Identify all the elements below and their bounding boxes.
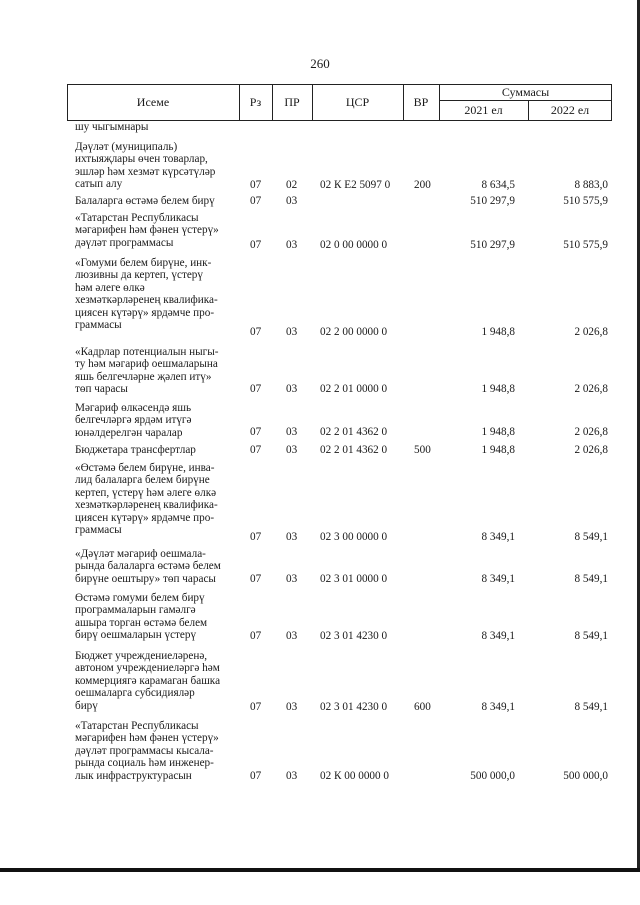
row-pr: 03 (286, 326, 298, 338)
header-pr: ПР (284, 95, 300, 109)
row-sum-2021: 8 349,1 (481, 573, 515, 585)
header-csr: ЦСР (345, 95, 370, 109)
row-csr: 02 К 00 0000 0 (320, 770, 389, 782)
header-year-2021: 2021 ел (464, 103, 503, 117)
row-sum-2021: 1 948,8 (481, 444, 515, 456)
row-name: «Татарстан Республикасы мәгарифен һәм фәнен үстерү» дәүләт программасы (75, 212, 219, 249)
row-sum-2021: 1 948,8 (481, 326, 515, 338)
row-rz: 07 (250, 531, 262, 543)
row-csr: 02 К Е2 5097 0 (320, 179, 391, 191)
row-rz: 07 (250, 630, 262, 642)
row-sum-2021: 510 297,9 (470, 239, 515, 251)
row-pr: 03 (286, 701, 298, 713)
row-rz: 07 (250, 383, 262, 395)
row-rz: 07 (250, 326, 262, 338)
row-sum-2022: 2 026,8 (574, 426, 608, 438)
row-vr: 600 (414, 701, 431, 713)
row-sum-2022: 510 575,9 (563, 239, 608, 251)
row-name: Бюджетара трансфертлар (75, 444, 196, 456)
row-name: Бюджет учреждениеләренә, автоном учреждениеләргә һәм коммерциягә карамаган башка оешмаларга субсидияләр бирү (75, 650, 221, 712)
row-rz: 07 (250, 573, 262, 585)
row-vr: 200 (414, 179, 431, 191)
row-pr: 03 (286, 426, 298, 438)
row-name: Дәүләт (муниципаль) ихтыяҗлары өчен товарлар, эшләр һәм хезмәт күрсәтүләр сатып алу (75, 141, 216, 191)
row-pr: 03 (286, 573, 298, 585)
row-sum-2021: 8 349,1 (481, 531, 515, 543)
row-pr: 03 (286, 531, 298, 543)
row-name: «Кадрлар потенциалын ныгы- ту һәм мәгариф оешмаларына яшь белгечләрне җәлеп итү» төп чарасы (75, 346, 219, 396)
row-sum-2021: 500 000,0 (470, 770, 515, 782)
row-pr: 03 (286, 770, 298, 782)
row-sum-2022: 500 000,0 (563, 770, 608, 782)
row-rz: 07 (250, 239, 262, 251)
row-sum-2021: 1 948,8 (481, 426, 515, 438)
row-sum-2022: 8 549,1 (574, 630, 608, 642)
row-rz: 07 (250, 179, 262, 191)
row-name: Өстәмә гомуми белем бирү программаларын гамәлгә ашыра торган өстәмә белем бирү оешмаларын үстерү (75, 592, 208, 642)
row-csr: 02 3 01 4230 0 (320, 701, 388, 713)
row-sum-2022: 8 883,0 (574, 179, 608, 191)
row-csr: 02 2 01 4362 0 (320, 426, 388, 438)
row-rz: 07 (250, 770, 262, 782)
row-pr: 03 (286, 195, 298, 207)
table-header (67, 84, 612, 121)
header-sums-rule (439, 100, 612, 101)
row-pr: 03 (286, 444, 298, 456)
row-rz: 07 (250, 444, 262, 456)
row-vr: 500 (414, 444, 431, 456)
row-name: «Татарстан Республикасы мәгарифен һәм фәнен үстерү» дәүләт программасы кысала- рында социаль һәм инженер- лык инфраструктурасын (75, 720, 219, 782)
row-name: «Өстәмә белем бирүне, инва- лид балаларга белем бирүне кертеп, үстерү һәм әлеге өлкә хезмәткәрләренең квалифика- циясен күтәрү» ярдәмче про- граммасы (75, 462, 218, 537)
row-pr: 03 (286, 383, 298, 395)
row-rz: 07 (250, 701, 262, 713)
row-csr: 02 2 01 4362 0 (320, 444, 388, 456)
row-csr: 02 3 01 4230 0 (320, 630, 388, 642)
row-csr: 02 2 01 0000 0 (320, 383, 388, 395)
row-name: «Гомуми белем бирүне, инк- люзивны да кертеп, үстерү һәм әлеге өлкә хезмәткәрләренең квалифика- циясен күтәрү» ярдәмче про- граммасы (75, 257, 218, 332)
row-sum-2021: 510 297,9 (470, 195, 515, 207)
row-sum-2022: 2 026,8 (574, 326, 608, 338)
row-name: Мәгариф өлкәсендә яшь белгечләргә ярдәм итүгә юнәлдерелгән чаралар (75, 402, 192, 439)
row-csr: 02 3 00 0000 0 (320, 531, 388, 543)
row-sum-2022: 8 549,1 (574, 531, 608, 543)
row-pr: 03 (286, 630, 298, 642)
header-rz: Рз (249, 95, 262, 109)
header-sums: Суммасы (501, 85, 550, 99)
row-csr: 02 0 00 0000 0 (320, 239, 388, 251)
row-sum-2022: 510 575,9 (563, 195, 608, 207)
row-name: «Дәүләт мәгариф оешмала- рында балаларга өстәмә белем бирүне оештыру» төп чарасы (75, 548, 221, 585)
row-sum-2021: 1 948,8 (481, 383, 515, 395)
row-name: Балаларга өстәмә белем бирү (75, 195, 215, 207)
row-pr: 02 (286, 179, 298, 191)
page-number: 260 (310, 56, 330, 71)
scan-bottom-edge (0, 868, 640, 872)
row-name: шу чыгымнары (75, 121, 149, 133)
row-sum-2022: 2 026,8 (574, 444, 608, 456)
row-rz: 07 (250, 195, 262, 207)
row-pr: 03 (286, 239, 298, 251)
header-vr: ВР (413, 95, 429, 109)
row-csr: 02 3 01 0000 0 (320, 573, 388, 585)
row-sum-2022: 2 026,8 (574, 383, 608, 395)
row-sum-2022: 8 549,1 (574, 701, 608, 713)
row-sum-2021: 8 634,5 (481, 179, 515, 191)
row-csr: 02 2 00 0000 0 (320, 326, 388, 338)
row-sum-2022: 8 549,1 (574, 573, 608, 585)
row-sum-2021: 8 349,1 (481, 701, 515, 713)
header-year-2022: 2022 ел (550, 103, 590, 117)
row-rz: 07 (250, 426, 262, 438)
header-name: Исеме (136, 95, 170, 109)
row-sum-2021: 8 349,1 (481, 630, 515, 642)
